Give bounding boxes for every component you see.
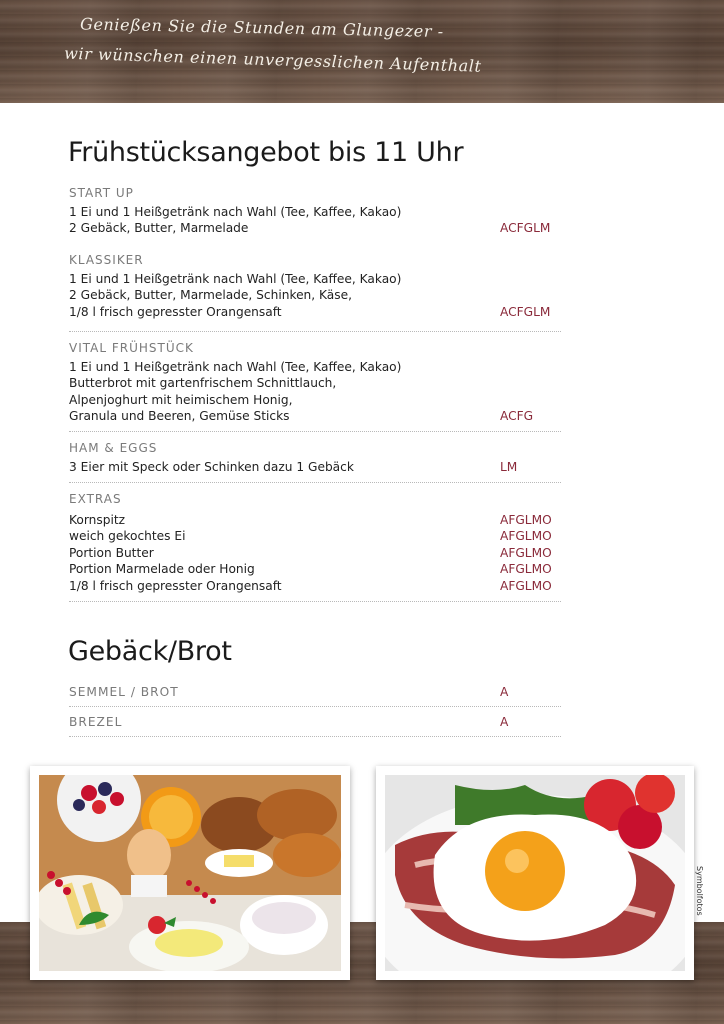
menu-row [69, 359, 561, 376]
allergen-code: AFGLMO [500, 578, 552, 593]
ham-eggs-photo [376, 766, 694, 980]
menu-section-extras [69, 491, 561, 594]
menu-row [69, 304, 561, 321]
bread-row-brezel [69, 714, 561, 731]
allergen-code: AFGLMO [500, 529, 552, 543]
menu-row [69, 578, 561, 595]
item-text: 1 Ei und 1 Heißgetränk nach Wahl (Tee, Kaffee, Kakao) [69, 204, 402, 219]
item-text: Alpenjoghurt mit heimischem Honig, [69, 392, 293, 407]
breakfast-title: Frühstücksangebot bis 11 Uhr [68, 137, 464, 168]
allergen-code: AFGLMO [500, 545, 552, 560]
menu-row [69, 528, 561, 545]
menu-row [69, 545, 561, 562]
item-text: 1 Ei und 1 Heißgetränk nach Wahl (Tee, Kaffee, Kakao) [69, 271, 402, 286]
allergen-code: ACFG [500, 409, 534, 423]
menu-row [69, 220, 561, 237]
section-title: START UP [69, 186, 134, 200]
menu-row [69, 714, 561, 731]
menu-row [69, 684, 561, 701]
item-text: BREZEL [69, 715, 123, 729]
menu-row [69, 408, 561, 425]
item-text: Granula und Beeren, Gemüse Sticks [69, 409, 290, 423]
menu-row [69, 271, 561, 288]
section-divider [69, 331, 561, 332]
item-text: 1 Ei und 1 Heißgetränk nach Wahl (Tee, Kaffee, Kakao) [69, 359, 402, 374]
allergen-code: A [500, 685, 509, 699]
item-text: SEMMEL / BROT [69, 685, 179, 699]
item-text: 2 Gebäck, Butter, Marmelade, Schinken, Käse, [69, 288, 353, 302]
allergen-code: A [500, 715, 509, 729]
menu-row [69, 287, 561, 304]
bread-row-semmel [69, 684, 561, 701]
item-text: Butterbrot mit gartenfrischem Schnittlauch, [69, 376, 337, 390]
menu-section-klassiker [69, 252, 561, 320]
breakfast-photo [30, 766, 350, 980]
item-text: 3 Eier mit Speck oder Schinken dazu 1 Gebäck [69, 459, 354, 474]
menu-row [69, 375, 561, 392]
menu-section-start-up [69, 185, 561, 237]
breakfast-spread-image [39, 775, 341, 971]
item-text: Portion Marmelade oder Honig [69, 562, 255, 576]
symbol-photo-note: Symbolfotos [695, 866, 704, 916]
item-text: Kornspitz [69, 512, 126, 527]
section-title: KLASSIKER [69, 253, 144, 267]
section-divider [69, 601, 561, 602]
menu-row [69, 459, 561, 476]
section-divider [69, 482, 561, 483]
menu-section-vital [69, 340, 561, 425]
item-text: Portion Butter [69, 545, 154, 560]
ham-eggs-image [385, 775, 685, 971]
bread-title: Gebäck/Brot [68, 636, 232, 667]
allergen-code: LM [500, 459, 518, 474]
section-divider [69, 431, 561, 432]
menu-row [69, 392, 561, 409]
section-divider [69, 736, 561, 737]
tagline-line-1: Genießen Sie die Stunden am Glungezer - [79, 14, 444, 42]
allergen-code: AFGLMO [500, 512, 552, 527]
tagline-line-2: wir wünschen einen unvergesslichen Aufenthalt [63, 43, 482, 76]
item-text: weich gekochtes Ei [69, 529, 186, 543]
section-title: EXTRAS [69, 492, 122, 506]
menu-row [69, 204, 561, 221]
section-title: VITAL FRÜHSTÜCK [69, 341, 194, 355]
item-text: 1/8 l frisch gepresster Orangensaft [69, 304, 282, 319]
allergen-code: ACFGLM [500, 304, 551, 319]
item-text: 1/8 l frisch gepresster Orangensaft [69, 578, 282, 593]
allergen-code: ACFGLM [500, 221, 551, 235]
menu-section-ham-eggs [69, 440, 561, 475]
menu-row [69, 512, 561, 529]
item-text: 2 Gebäck, Butter, Marmelade [69, 221, 249, 235]
section-title: HAM & EGGS [69, 441, 158, 455]
allergen-code: AFGLMO [500, 562, 552, 576]
menu-row [69, 561, 561, 578]
section-divider [69, 706, 561, 707]
header-wood-banner [0, 0, 724, 103]
